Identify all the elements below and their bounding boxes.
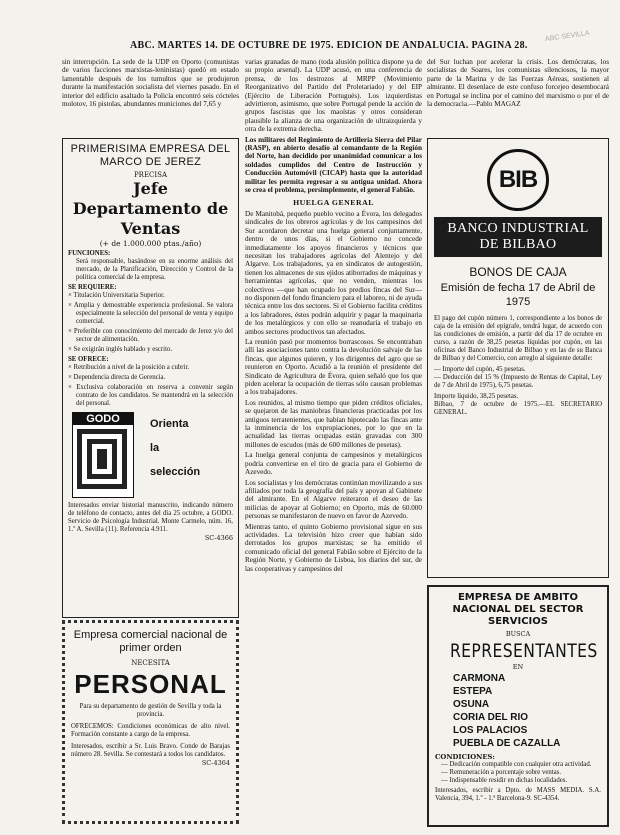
jerez-precisa: PRECISA xyxy=(133,171,168,179)
empresa-condition: — Dedicación compatible con cualquier otra actividad. xyxy=(441,761,592,768)
place-item: LOS PALACIOS xyxy=(453,725,528,736)
jerez-salary: (+ de 1.000.000 ptas./año) xyxy=(99,239,202,248)
col2-body-paragraph: Los reunidos, al mismo tiempo que piden créditos oficiales, se quejaron de las maniobras financieras practicadas por los antiguos terratenientes, que habían hipotecado las fincas ante la inminencia de los expropiaciones, por lo que en la actualidad las tierras ocupadas están gravadas con 300 millones de escudos (más de 600 millones de pesetas). xyxy=(245,398,422,449)
bib-line3: Importe líquido, 38,25 pesetas. xyxy=(434,393,519,400)
empresa-cond-title: CONDICIONES: xyxy=(435,753,495,761)
empresa-ambito-ad xyxy=(427,585,609,827)
corner-stamp: ABC SEVILLA xyxy=(544,29,591,44)
empresa-busca: BUSCA xyxy=(505,630,531,638)
bib-subtitle: Emisión de fecha 17 de Abril de 1975 xyxy=(440,282,596,308)
jerez-requiere-item: × Preferible con conocimiento del mercado de Jerez y/o del sector de alimentación. xyxy=(68,328,233,343)
godo-logo-text: GODO xyxy=(73,413,133,425)
godo-seleccion: selección xyxy=(150,466,201,478)
personal-ref: SC-4364 xyxy=(201,759,230,767)
jerez-ofrece-item: × Dependencia directa de Gerencia. xyxy=(68,374,166,381)
place-item: OSUNA xyxy=(453,699,490,710)
col2-subhead: HUELGA GENERAL xyxy=(293,197,374,207)
place-item: CORIA DEL RIO xyxy=(453,712,529,723)
bib-logo xyxy=(487,149,549,211)
jerez-ofrece-item: × Exclusiva colaboración en reserva a convenir según contrato de los candidatos. Se mantendrá en la selección del personal. xyxy=(68,384,233,407)
bib-ad xyxy=(427,138,609,578)
bib-body: El pago del cupón número 1, correspondiente a los bonos de caja de la emisión del epígrafe, tendrá lugar, de acuerdo con las condiciones de emisión, a partir del día 17 de octubre en curso, a razón de 38,25 pesetas líquidas por cupón, en las oficinas del Banco Industrial de Bilbao y en las de su Banca de Bilbao y del Comercio, con arreglo al siguiente detalle: xyxy=(434,315,602,362)
personal-necesita: NECESITA xyxy=(131,659,170,667)
jerez-ad xyxy=(62,138,239,618)
col1-top-paragraph: sin interrupción. La sede de la UDP en Oporto (comunistas de varios facciones marxistas-leninistas) quedó en estado lamentable después de los tumultos que se produjeron durante la manifestación socialista del viernes pasado. En el interior del edificio asaltado la Policía encontró seis cócteles molotov, 16 pistolas, abundantes municiones del 7,65 y xyxy=(62,58,239,109)
empresa-en: EN xyxy=(512,663,524,671)
jerez-contact: Interesados enviar historial manuscrito, indicando número de teléfono de contacto, antes del día 25 octubre, a GODO. Servicio de Psicología Industrial. Monte Carmelo, núm. 16, 1.º A. Sevilla (11). Referencia 4.911. xyxy=(68,502,233,533)
jerez-ref: SC-4366 xyxy=(204,534,233,542)
jerez-body xyxy=(68,250,233,408)
godo-pattern-icon xyxy=(73,425,131,493)
column1-article-text xyxy=(62,58,239,138)
godo-logo xyxy=(72,412,134,498)
place-item: CARMONA xyxy=(453,673,506,684)
bib-line1: — Importe del cupón, 45 pesetas. xyxy=(434,366,526,373)
jerez-requiere-item: × Titulación Universitaria Superior. xyxy=(68,292,165,299)
jerez-ofrece-title: SE OFRECE: xyxy=(68,356,109,363)
jerez-funciones: Será responsable, basándose en su enorme análisis del mercado, de la Planificación, Dirección y Control de la política comercial de la empresa. xyxy=(76,258,233,281)
empresa-places xyxy=(435,672,601,750)
godo-block xyxy=(68,412,233,500)
jerez-requiere-title: SE REQUIERE: xyxy=(68,284,117,291)
page-header: ABC. MARTES 14. DE OCTUBRE DE 1975. EDICION DE ANDALUCIA. PAGINA 28. xyxy=(130,40,528,51)
personal-title: Empresa comercial nacional de primer orden xyxy=(73,629,228,654)
col2-body-paragraph: La huelga general conjunta de campesinos y metalúrgicos podría convertirse en el tiro de gracia para el Gobierno de Azevedo. xyxy=(245,451,422,477)
col2-body-paragraph: La reunión pasó por momentos borrascosos. Se encontraban allí las asociaciones tanto contra la devolución salvaje de las fincas, que algunos quieren, y los dirigentes del agro que se reunieron en Oporto. Acudió a la reunión el presidente del Sindicato de Agricultura de Évora, quien señaló que los que piden acelerar la ocupación de tierras sólo causan problemas a los trabajadores. xyxy=(245,338,422,397)
column2-article-text xyxy=(245,58,422,828)
godo-orienta: Orienta xyxy=(150,418,189,430)
godo-la: la xyxy=(150,442,160,454)
bib-title: BONOS DE CAJA xyxy=(469,265,567,279)
col2-body-paragraph: Mientras tanto, el quinto Gobierno provisional sigue en sus actividades. La televisión hizo creer que habían sido derrotados los grupos marxistas; se ha emitido el comunicado oficial del general Fabião sobre el Ejército de la Región Norte, y Gobierno de Lisboa, los diarios del sur, de las cooperativas y campesinos del xyxy=(245,522,422,573)
empresa-condition: — Indispensable residir en dichas localidades. xyxy=(441,777,568,784)
personal-ofrecemos: OFRECEMOS: Condiciones económicas de alto nivel. Formación constante a cargo de la empresa. xyxy=(71,723,230,738)
personal-big: PERSONAL xyxy=(74,669,227,699)
personal-desc: Para su departamento de gestión de Sevilla y toda la provincia. xyxy=(79,703,222,718)
bib-logo-text: BIB xyxy=(498,166,538,193)
personal-contact: Interesados, escribir a Sr. Luis Bravo. Conde de Barajas número 28. Sevilla. Se contestará a todos los candidatos. xyxy=(71,743,230,758)
empresa-contact: Interesados, escribir a Dpto. de MASS MEDIA. S.A. Valencia, 394, 1.º - 1.ª Barcelona-9. SC-4354. xyxy=(435,787,601,802)
empresa-representantes: REPRESENTANTES xyxy=(449,640,598,662)
column3-article-text xyxy=(427,58,609,138)
jerez-requiere-item: × Amplia y demostrable experiencia profesional. Se valora especialmente la selección del personal de venta y equipo comercial. xyxy=(68,302,233,325)
place-item: PUEBLA DE CAZALLA xyxy=(453,738,561,749)
jerez-requiere-item: × Se exigirán inglés hablado y escrito. xyxy=(68,346,173,353)
col2-top-paragraph: varias granadas de mano (toda alusión política dispone ya de su propio arsenal). La UDP acusó, en una conferencia de prensa, de los destrozos al MRPP (Movimiento Reorganizativo del Partido del Proletariado) y del EIP (Ejército de Liberación Portugués). Los izquierdistas advirtieron, asimismo, que sobre Portugal pende la acción de grupos fascistas que los maoístas y otros consideran plausible la alianza de una organización de ultraizquierda y otra de la extrema derecha. xyxy=(245,58,422,134)
bib-line2: — Deducción del 15 % (Impuesto de Rentas de Capital, Ley de 7 de Abril de 1975), 6,75 pesetas. xyxy=(434,374,602,389)
col2-body-paragraph: Los socialistas y los demócratas continúan movilizando a sus afiliados por toda la geografía del país y apoyan al Gabinete del almirante. En el Algarve reiteraron el deseo de las milicias de apoyar al Gobierno; en Oporto, más de 60.000 personas se manifestaron de nuevo en favor de Azevedo. xyxy=(245,478,422,521)
jerez-funciones-title: FUNCIONES: xyxy=(68,250,111,257)
empresa-condition: — Remuneración a porcentaje sobre ventas. xyxy=(441,769,562,776)
col2-body-paragraph: De Manitobá, pequeño pueblo vecino a Évora, los delegados sindicales de los obreros agrícolas y de los campesinos del Sur acordaron decretar una huelga general conjuntamente, dentro de unos días, si el Gobierno no concede inmediatamente los apoyos financieros y técnicos que necesitan los trabajadores agrícolas del Alentejo y del Algarve. Los trabajadores, ya en sindicatos de autogestión, tienen los almacenes de sus ejidos atiborrados de máquinas y herramientas agrícolas, que no venden, mientras los colectivos —que han ocupado los predios fincas del Sur— no disponen del fondo financiero para el laboreo, ni de ayuda técnica entre los dos sectores. Si el Gobierno facilita créditos a los labradores, éstos podrán adquirir y pagar la maquinaria de los metalúrgicos y con ello se reanudaría el trabajo en ambos sectores productivos tan afectados. xyxy=(245,209,422,336)
jerez-title: PRIMERISIMA EMPRESA DEL MARCO DE JEREZ xyxy=(70,143,231,168)
col3-top-paragraph: del Sur luchan por acelerar la crisis. Los demócratas, los socialistas de Soares, los comunistas silenciosos, la mayor parte de la Marina y de las Fuerzas Aéreas, sostienen al almirante. El desenlace de este confuso forcejeo desembocará en Portugal se inclina por el camino del marxismo o por el de la democracia.—Pablo MAGAZ xyxy=(427,58,609,109)
personal-ad xyxy=(62,620,239,824)
jerez-position: Jefe Departamento de Ventas xyxy=(72,179,229,238)
bib-signature: Bilbao, 7 de octubre de 1975.—EL SECRETARIO GENERAL. xyxy=(434,401,602,416)
empresa-title: EMPRESA DE AMBITO NACIONAL DEL SECTOR SERVICIOS xyxy=(452,592,584,627)
bib-bank-name xyxy=(434,217,602,257)
bib-bank-name-text: BANCO INDUSTRIAL DE BILBAO xyxy=(447,221,589,252)
place-item: ESTEPA xyxy=(453,686,493,697)
col2-mid-paragraph: Los militares del Regimiento de Artillería Sierra del Pilar (RASP), en abierto desafío al comandante de la Región del Norte, han decidido por unanimidad comunicar a los soldados cumplidos del Centro de Instrucción y Conducción Automóvil (CICAP) hasta que la autoridad militar les permita regresar a su antigua unidad. Ahora se crea el problema, persimplemente, el general Fabião. xyxy=(245,135,422,195)
jerez-ofrece-item: × Retribución a nivel de la posición a cubrir. xyxy=(68,364,190,371)
